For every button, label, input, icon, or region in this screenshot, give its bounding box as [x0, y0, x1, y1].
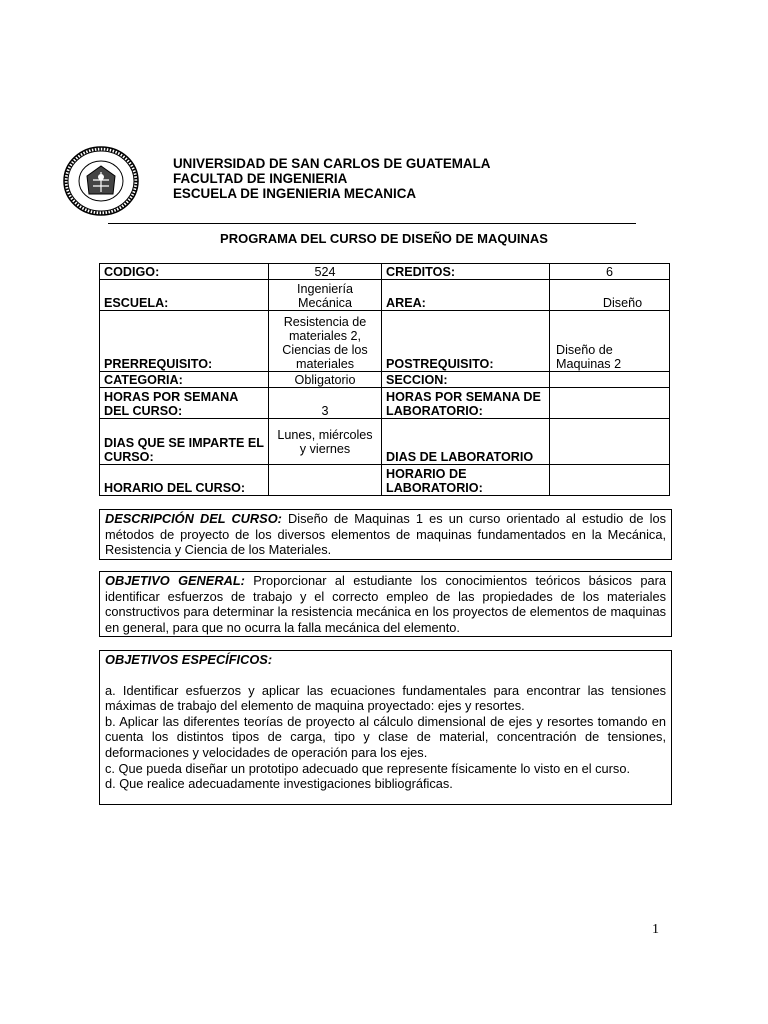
- list-item: a. Identificar esfuerzos y aplicar las ecuaciones fundamentales para encontrar las tensiones máximas de trabajo del elemento de maquina proyectado: ejes y resortes.: [105, 682, 666, 714]
- dias-lab-label: DIAS DE LABORATORIO: [382, 419, 550, 465]
- creditos-value: 6: [550, 264, 670, 280]
- list-item: b. Aplicar las diferentes teorías de proyecto al cálculo dimensional de ejes y resortes tomando en cuenta los distintos tipos de carga, tipo y clase de material, concentración de tensiones, deformaciones y velocidades de operación para los ejes.: [105, 713, 666, 760]
- postrequisito-label: POSTREQUISITO:: [382, 311, 550, 372]
- header-faculty: FACULTAD DE INGENIERIA: [173, 171, 348, 186]
- list-item: c. Que pueda diseñar un prototipo adecuado que represente físicamente lo visto en el curso.: [105, 760, 631, 776]
- dias-curso-value: Lunes, miércoles y viernes: [269, 419, 382, 465]
- dias-curso-label: DIAS QUE SE IMPARTE EL CURSO:: [100, 419, 269, 465]
- table-row: [100, 311, 670, 372]
- table-row: [100, 465, 670, 496]
- table-row: [100, 372, 670, 388]
- seccion-value: [550, 372, 670, 388]
- list-item: d. Que realice adecuadamente investigaciones bibliográficas.: [105, 776, 453, 792]
- horario-curso-label: HORARIO DEL CURSO:: [100, 465, 269, 496]
- categoria-label: CATEGORIA:: [100, 372, 269, 388]
- codigo-label: CODIGO:: [100, 264, 269, 280]
- table-row: [100, 264, 670, 280]
- categoria-value: Obligatorio: [269, 372, 382, 388]
- institution-header: [173, 156, 490, 201]
- horas-lab-label: HORAS POR SEMANA DE LABORATORIO:: [382, 388, 550, 419]
- escuela-label: ESCUELA:: [100, 280, 269, 311]
- specific-objectives-heading: OBJETIVOS ESPECÍFICOS:: [105, 652, 273, 667]
- document-title: PROGRAMA DEL CURSO DE DISEÑO DE MAQUINAS: [220, 231, 548, 246]
- course-description-box: [99, 509, 672, 560]
- horas-curso-value: 3: [269, 388, 382, 419]
- table-row: [100, 419, 670, 465]
- horas-curso-label: HORAS POR SEMANA DEL CURSO:: [100, 388, 269, 419]
- university-seal-logo: [63, 146, 139, 216]
- prerrequisito-label: PRERREQUISITO:: [100, 311, 269, 372]
- general-objective-heading: OBJETIVO GENERAL:: [105, 573, 245, 588]
- table-row: [100, 280, 670, 311]
- prerrequisito-value: Resistencia de materiales 2, Ciencias de los materiales: [269, 311, 382, 372]
- page-number: 1: [652, 922, 659, 937]
- dias-lab-value: [550, 419, 670, 465]
- horas-lab-value: [550, 388, 670, 419]
- header-divider: [108, 223, 636, 224]
- specific-objectives-box: [99, 650, 672, 805]
- creditos-label: CREDITOS:: [382, 264, 550, 280]
- description-heading: DESCRIPCIÓN DEL CURSO:: [105, 511, 282, 526]
- description-text: Diseño de Maquinas 1 es un curso orientado al estudio de los métodos de proyecto de los diversos elementos de maquinas fundamentados en la Mecánica, Resistencia y Ciencia de los Materiales.: [105, 511, 667, 558]
- seccion-label: SECCION:: [382, 372, 550, 388]
- general-objective-text: Proporcionar al estudiante los conocimientos teóricos básicos para identificar esfuerzos de trabajo y el correcto empleo de las propiedades de los materiales constructivos para determinar la resistencia mecánica en los proyectos de elementos de maquinas en general, para que no ocurra la falla mecánica del elemento.: [105, 573, 666, 635]
- horario-lab-value: [550, 465, 670, 496]
- table-row: [100, 388, 670, 419]
- general-objective-box: [99, 571, 672, 637]
- header-university: UNIVERSIDAD DE SAN CARLOS DE GUATEMALA: [173, 156, 491, 171]
- header-school: ESCUELA DE INGENIERIA MECANICA: [173, 186, 417, 201]
- escuela-value: Ingeniería Mecánica: [269, 280, 382, 311]
- horario-lab-label: HORARIO DE LABORATORIO:: [382, 465, 550, 496]
- horario-curso-value: [269, 465, 382, 496]
- area-value: Diseño: [550, 280, 670, 311]
- area-label: AREA:: [382, 280, 550, 311]
- codigo-value: 524: [269, 264, 382, 280]
- postrequisito-value: Diseño de Maquinas 2: [550, 311, 670, 372]
- course-info-table: [99, 263, 670, 496]
